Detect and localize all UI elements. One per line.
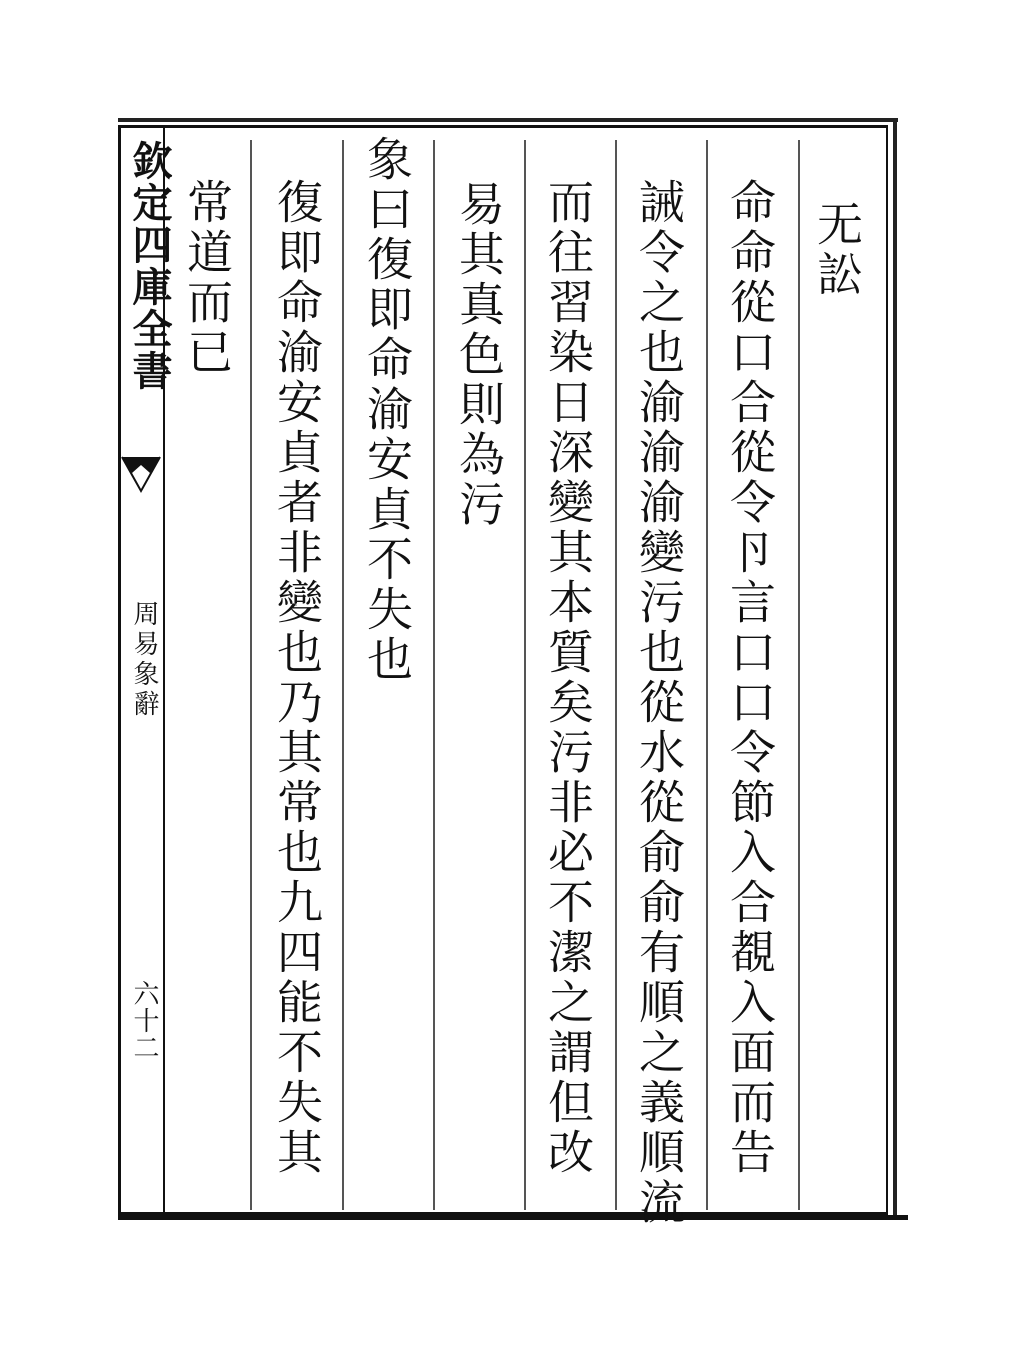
column-divider [524,140,526,1210]
column-divider [615,140,617,1210]
bottom-border-rule [118,1215,908,1220]
text-column-8: 常道而已 [180,178,234,378]
top-border-rule [118,118,898,122]
text-column-2: 命命從口合從令卪言口口令節入合覩入面而告 [723,178,777,1178]
text-column-3: 誡令之也渝渝渝變污也從水從俞俞有順之義順流 [632,178,686,1228]
column-divider [433,140,435,1210]
right-border-rule [893,120,897,1220]
column-divider [798,140,800,1210]
text-column-5: 易其真色則為污 [452,180,506,530]
text-column-6: 象曰復即命渝安貞不失也 [360,135,414,685]
text-column-4: 而往習染日深變其本質矣污非必不潔之謂但改 [541,178,595,1178]
book-title: 欽定四庫全書 [126,140,173,392]
fishtail-mark-icon [120,455,162,495]
page-number: 六十二 [129,980,159,1061]
column-divider [342,140,344,1210]
text-column-7: 復即命渝安貞者非變也乃其常也九四能不失其 [270,178,324,1178]
text-column-1: 无訟 [810,200,864,300]
chapter-title: 周易象辭 [129,600,159,720]
column-divider [250,140,252,1210]
column-divider [706,140,708,1210]
